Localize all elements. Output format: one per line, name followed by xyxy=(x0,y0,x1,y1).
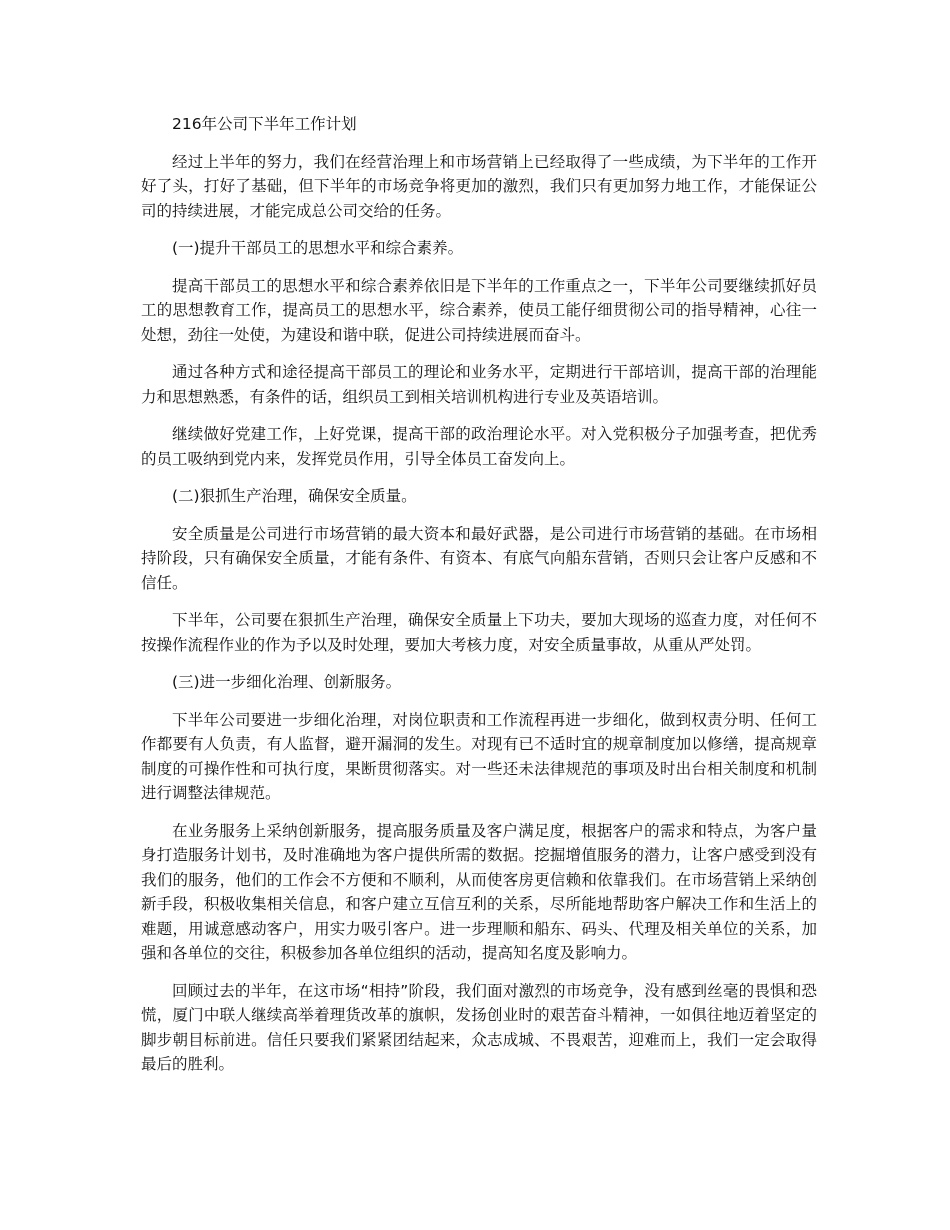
section-heading-2: (二)狠抓生产治理，确保安全质量。 xyxy=(172,487,417,505)
paragraph: 通过各种方式和途径提高干部员工的理论和业务水平，定期进行干部培训，提高干部的治理能力和思想熟悉，有条件的话，组织员工到相关培训机构进行专业及英语培训。 xyxy=(141,363,817,406)
document-body xyxy=(141,112,817,1090)
paragraph: 下半年，公司要在狠抓生产治理，确保安全质量上下功夫，要加大现场的巡查力度，对任何不按操作流程作业的作为予以及时处理，要加大考核力度，对安全质量事故，从重从严处罚。 xyxy=(141,611,817,654)
paragraph: 继续做好党建工作，上好党课，提高干部的政治理论水平。对入党积极分子加强考查，把优秀的员工吸纳到党内来，发挥党员作用，引导全体员工奋发向上。 xyxy=(141,425,817,468)
paragraph: 提高干部员工的思想水平和综合素养依旧是下半年的工作重点之一，下半年公司要继续抓好员工的思想教育工作，提高员工的思想水平，综合素养，使员工能仔细贯彻公司的指导精神，心往一处想，劲往一处使，为建设和谐中联，促进公司持续进展而奋斗。 xyxy=(141,276,817,344)
document-title: 216年公司下半年工作计划 xyxy=(172,115,357,133)
paragraph-intro: 经过上半年的努力，我们在经营治理上和市场营销上已经取得了一些成绩，为下半年的工作开好了头，打好了基础，但下半年的市场竞争将更加的激烈，我们只有更加努力地工作，才能保证公司的持续进展，才能完成总公司交给的任务。 xyxy=(141,152,817,220)
section-heading-1: (一)提升干部员工的思想水平和综合素养。 xyxy=(172,239,464,257)
paragraph: 安全质量是公司进行市场营销的最大资本和最好武器，是公司进行市场营销的基础。在市场相持阶段，只有确保安全质量，才能有条件、有资本、有底气向船东营销，否则只会让客户反感和不信任。 xyxy=(141,524,817,592)
section-heading-3: (三)进一步细化治理、创新服务。 xyxy=(172,673,402,691)
paragraph: 在业务服务上采纳创新服务，提高服务质量及客户满足度，根据客户的需求和特点，为客户量身打造服务计划书，及时准确地为客户提供所需的数据。挖掘增值服务的潜力，让客户感受到没有我们的服务，他们的工作会不方便和不顺利，从而使客房更信赖和依靠我们。在市场营销上采纳创新手段，积极收集相关信息，和客户建立互信互利的关系，尽所能地帮助客户解决工作和生活上的难题，用诚意感动客户，用实力吸引客户。进一步理顺和船东、码头、代理及相关单位的关系，加强和各单位的交往，积极参加各单位组织的活动，提高知名度及影响力。 xyxy=(141,821,817,962)
paragraph: 下半年公司要进一步细化治理，对岗位职责和工作流程再进一步细化，做到权责分明、任何工作都要有人负责，有人监督，避开漏洞的发生。对现有已不适时宜的规章制度加以修缮，提高规章制度的可操作性和可执行度，果断贯彻落实。对一些还未法律规范的事项及时出台相关制度和机制进行调整法律规范。 xyxy=(141,710,817,802)
paragraph-conclusion: 回顾过去的半年，在这市场“相持”阶段，我们面对激烈的市场竞争，没有感到丝毫的畏惧和恐慌，厦门中联人继续高举着理货改革的旗帜，发扬创业时的艰苦奋斗精神，一如俱往地迈着坚定的脚步朝目标前进。信任只要我们紧紧团结起来，众志成城、不畏艰苦，迎难而上，我们一定会取得最后的胜利。 xyxy=(141,981,817,1073)
